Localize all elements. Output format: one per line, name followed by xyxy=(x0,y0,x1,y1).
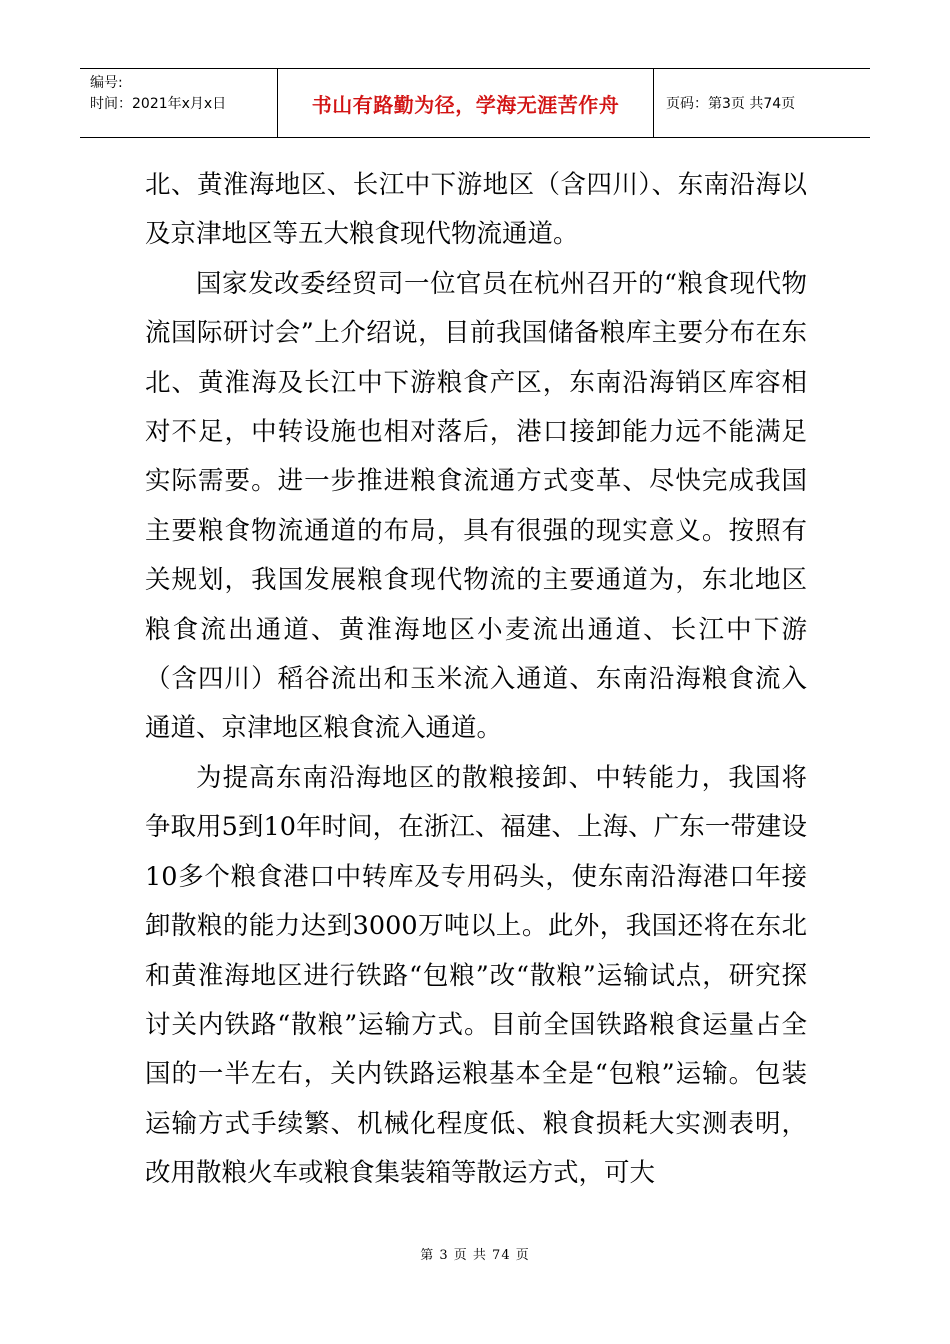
page-header xyxy=(80,68,870,138)
page-footer: 第 3 页 共 74 页 xyxy=(420,1248,530,1263)
paragraph-1: 北、黄淮海地区、长江中下游地区（含四川）、东南沿海以及京津地区等五大粮食现代物流通道。 xyxy=(145,170,807,250)
header-motto: 书山有路勤为径，学海无涯苦作舟 xyxy=(278,69,654,137)
header-meta xyxy=(80,69,278,137)
paragraph-3: 为提高东南沿海地区的散粮接卸、中转能力，我国将争取用5到10年时间，在浙江、福建、上海、广东一带建设10多个粮食港口中转库及专用码头，使东南沿海港口年接卸散粮的能力达到3000万吨以上。此外，我国还将在东北和黄淮海地区进行铁路“包粮”改“散粮”运输试点，研究探讨关内铁路“散粮”运输方式。目前全国铁路粮食运量占全国的一半左右，关内铁路运粮基本全是“包粮”运输。包装运输方式手续繁、机械化程度低、粮食损耗大实测表明，改用散粮火车或粮食集装箱等散运方式，可大 xyxy=(145,762,807,1189)
document-number-label: 编号: xyxy=(90,75,123,91)
paragraph-2: 国家发改委经贸司一位官员在杭州召开的“粮食现代物流国际研讨会”上介绍说，目前我国储备粮库主要分布在东北、黄淮海及长江中下游粮食产区，东南沿海销区库容相对不足，中转设施也相对落后，港口接卸能力远不能满足实际需要。进一步推进粮食流通方式变革、尽快完成我国主要粮食物流通道的布局，具有很强的现实意义。按照有关规划，我国发展粮食现代物流的主要通道为，东北地区粮食流出通道、黄淮海地区小麦流出通道、长江中下游（含四川）稻谷流出和玉米流入通道、东南沿海粮食流入通道、京津地区粮食流入通道。 xyxy=(145,268,807,744)
document-time-label: 时间：2021年x月x日 xyxy=(90,96,227,112)
header-page-info: 页码：第3页 共74页 xyxy=(666,96,796,112)
document-body xyxy=(145,161,807,1199)
